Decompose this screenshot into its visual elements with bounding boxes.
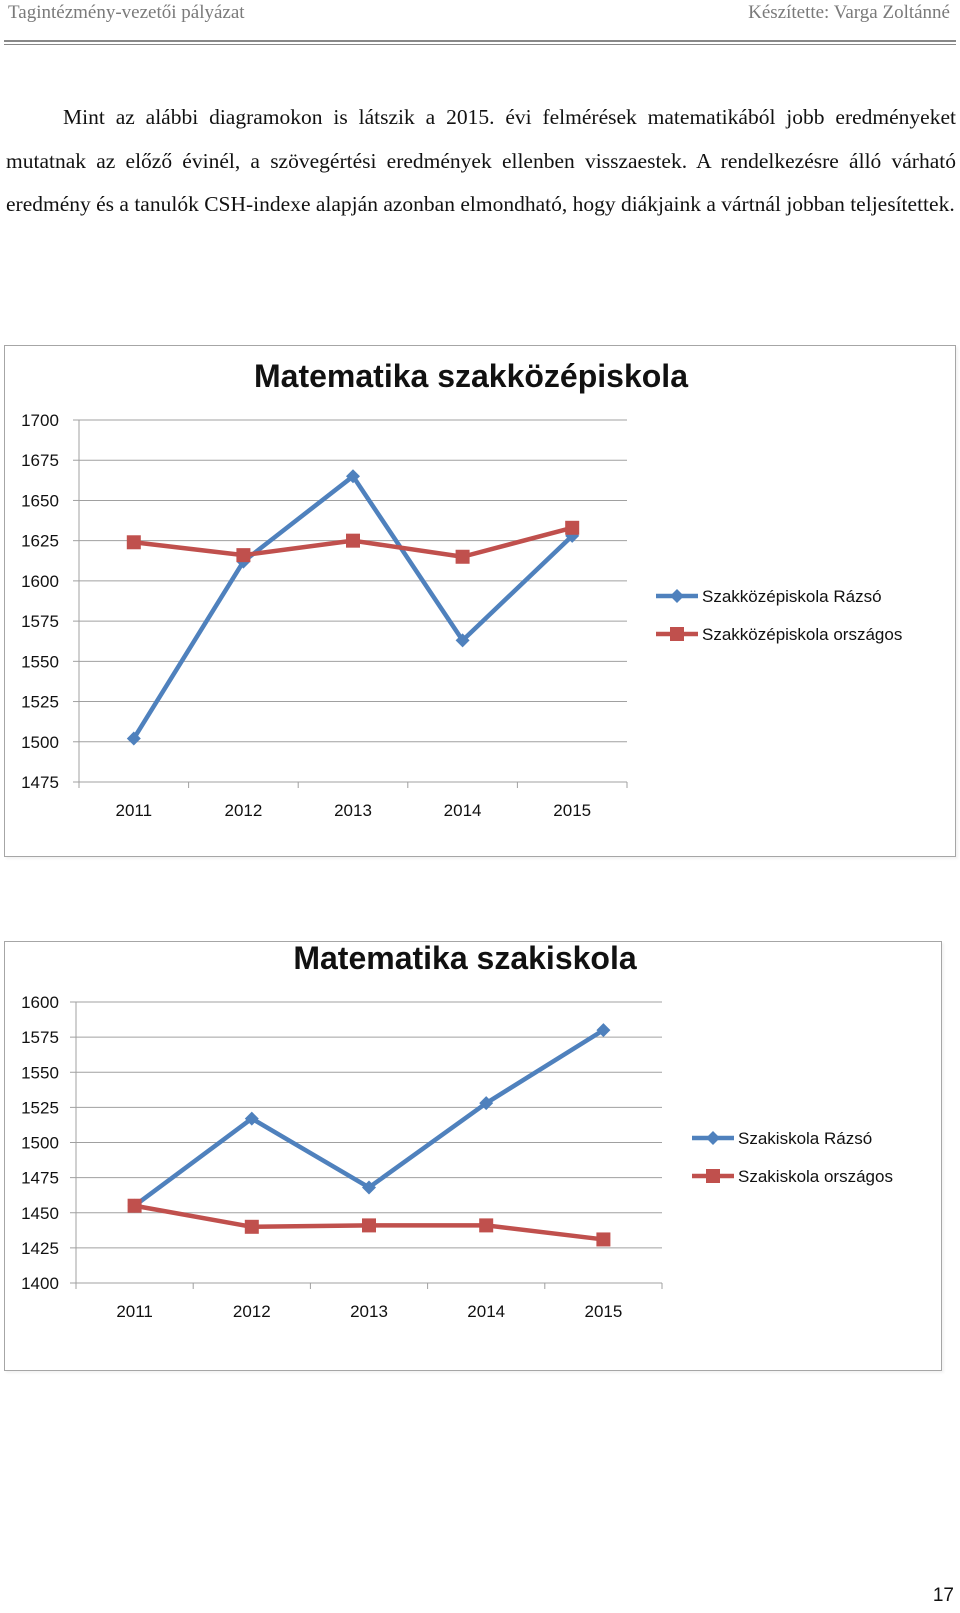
x-tick-label: 2011	[115, 801, 153, 820]
series-line-0	[135, 1030, 604, 1206]
chart-title: Matematika szakiskola	[293, 942, 637, 976]
y-tick-label: 1500	[21, 732, 59, 752]
y-tick-label: 1475	[21, 1168, 59, 1188]
page-number: 17	[932, 1585, 954, 1606]
data-point-1-1	[236, 548, 250, 562]
y-tick-label: 1550	[21, 652, 59, 672]
x-tick-label: 2012	[232, 1302, 271, 1321]
data-point-1-3	[456, 550, 470, 564]
chart-title: Matematika szakközépiskola	[254, 358, 688, 394]
data-point-1-3	[479, 1218, 493, 1232]
legend-label-0: Szakközépiskola Rázsó	[702, 587, 882, 606]
x-tick-label: 2015	[584, 1302, 623, 1321]
y-tick-label: 1625	[21, 531, 59, 551]
x-tick-label: 2014	[443, 801, 482, 820]
y-tick-label: 1700	[21, 411, 59, 430]
body-paragraph: Mint az alábbi diagramokon is látszik a 2015. évi felmérések matematikából jobb eredményeket mutatnak az előző évinél, a szövegértési eredmények ellenben visszaestek. A rendelkezésre álló várható eredmény és a tanulók CSH-indexe alapján azonban elmondható, hogy diákjaink a vártnál jobban teljesítettek.	[6, 105, 956, 216]
x-tick-label: 2015	[553, 801, 592, 820]
data-point-1-1	[245, 1220, 259, 1234]
y-tick-label: 1525	[21, 692, 59, 712]
legend-label-0: Szakiskola Rázsó	[738, 1129, 873, 1148]
header-title: Tagintézmény-vezetői pályázat	[8, 2, 245, 23]
y-tick-label: 1550	[21, 1063, 59, 1083]
legend-label-1: Szakközépiskola országos	[702, 625, 903, 644]
data-point-1-2	[362, 1218, 376, 1232]
data-point-1-0	[127, 535, 141, 549]
chart-svg-szakkozepiskola	[5, 346, 955, 856]
series-line-0	[134, 476, 572, 738]
data-point-1-4	[596, 1232, 610, 1246]
data-point-1-4	[565, 521, 579, 535]
x-tick-label: 2012	[224, 801, 263, 820]
y-tick-label: 1600	[21, 993, 59, 1012]
y-tick-label: 1450	[21, 1203, 59, 1223]
page-header	[8, 0, 958, 30]
legend-marker-0	[670, 589, 684, 603]
x-tick-label: 2013	[334, 801, 372, 820]
legend-label-1: Szakiskola országos	[738, 1167, 893, 1186]
legend-marker-0	[706, 1131, 720, 1145]
y-tick-label: 1575	[21, 1028, 59, 1048]
y-tick-label: 1675	[21, 451, 59, 471]
y-tick-label: 1475	[21, 773, 59, 792]
y-tick-label: 1525	[21, 1098, 59, 1118]
header-rule-thin	[4, 44, 956, 45]
legend-marker-1	[706, 1169, 720, 1183]
y-tick-label: 1575	[21, 612, 59, 632]
y-tick-label: 1425	[21, 1238, 59, 1258]
x-tick-label: 2013	[350, 1302, 388, 1321]
legend-marker-1	[670, 627, 684, 641]
y-tick-label: 1400	[21, 1274, 59, 1293]
y-tick-label: 1600	[21, 571, 59, 591]
chart-szakiskola	[4, 941, 942, 1371]
x-tick-label: 2014	[467, 1302, 506, 1321]
data-point-1-0	[128, 1199, 142, 1213]
header-rule	[4, 40, 956, 42]
header-author: Készítette: Varga Zoltánné	[748, 2, 950, 23]
x-tick-label: 2011	[116, 1302, 153, 1321]
chart-szakkozepiskola	[4, 345, 956, 857]
data-point-1-2	[346, 534, 360, 548]
y-tick-label: 1500	[21, 1133, 59, 1153]
chart-svg-szakiskola	[5, 942, 941, 1370]
y-tick-label: 1650	[21, 491, 59, 511]
